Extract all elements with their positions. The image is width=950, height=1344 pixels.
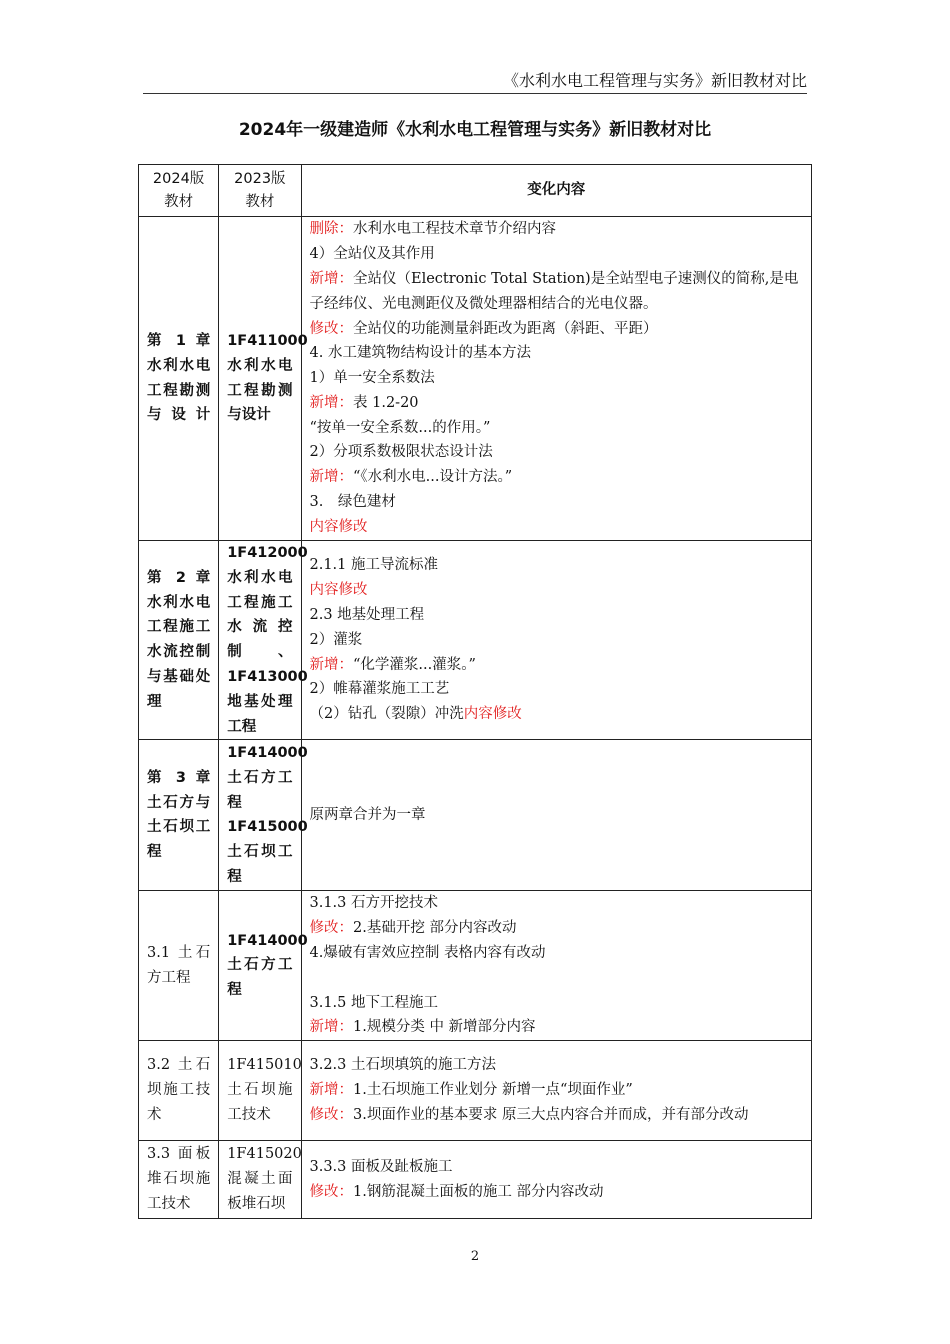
change-text: 3.1.3 石方开挖技术 [309,895,439,912]
cell-2024-edition: 3.2 土石坝施工技术 [139,1041,219,1141]
change-text: “《水利水电...设计方法。” [353,469,513,486]
change-line [310,1078,804,1103]
change-line [310,553,804,578]
change-line [310,1155,804,1180]
page-number: 2 [470,1249,480,1264]
table-body [139,217,812,1219]
change-text: 4. 水工建筑物结构设计的基本方法 [309,345,531,362]
change-text: 2）分项系数极限状态设计法 [309,444,493,461]
change-line [310,653,804,678]
cell-2023-edition: 1F414000 土石方工程 [219,891,301,1041]
change-line [310,391,804,416]
change-line [310,702,804,727]
change-line [310,341,804,366]
change-text: 3. 绿色建材 [309,494,396,511]
change-text: 2.基础开挖 部分内容改动 [353,920,517,937]
change-text: 2.1.1 施工导流标准 [309,557,439,574]
change-line [310,1103,804,1128]
change-text: 表 1.2-20 [353,394,419,411]
change-tag: 修改： [309,1183,353,1200]
change-line [310,1180,804,1205]
header-2024: 2024版教材 [139,165,219,217]
change-text: 3.坝面作业的基本要求 原三大点内容合并而成，并有部分改动 [353,1107,749,1124]
cell-2023-edition: 1F411000 水利水电工程勘测与设计 [219,217,301,541]
change-text: 1.土石坝施工作业划分 新增一点“坝面作业” [353,1082,633,1099]
change-text: 4.爆破有害效应控制 表格内容有改动 [309,944,546,961]
table-row [139,1141,812,1219]
change-tag: 新增： [309,270,353,287]
change-text: 3.3.3 面板及趾板施工 [309,1158,453,1175]
change-tag: 新增： [309,469,353,486]
change-text: 3.1.5 地下工程施工 [309,994,439,1011]
cell-2023-edition: 1F415020 混凝土面板堆石坝 [219,1141,301,1219]
change-line [310,1053,804,1078]
change-text: 2）帷幕灌浆施工工艺 [309,681,450,698]
change-tag: 修改： [309,1107,353,1124]
cell-2023-edition: 1F412000 水利水电工程施工水流控制、1F413000 地基处理工程 [219,541,301,740]
cell-2024-edition: 第 1 章水利水电工程勘测与设计 [139,217,219,541]
change-line [310,916,804,941]
change-text: 1.钢筋混凝土面板的施工 部分内容改动 [353,1183,604,1200]
cell-2023-edition: 1F414000 土石方工程 1F415000 土石坝工程 [219,740,301,891]
cell-changes [301,891,812,1041]
running-header: 《水利水电工程管理与实务》新旧教材对比 [502,71,807,90]
change-line [310,603,804,628]
change-text: 原两章合并为一章 [309,806,426,823]
change-line [310,217,804,242]
table-row [139,217,812,541]
change-line [310,267,804,317]
change-text: 2.3 地基处理工程 [309,606,425,623]
change-text: 全站仪（Electronic Total Station)是全站型电子速测仪的简称,是电子经纬仪、光电测距仪及微处理器相结合的光电仪器。 [309,270,799,312]
change-line [310,677,804,702]
change-text: 全站仪的功能测量斜距改为距离（斜距、平距） [353,320,658,337]
change-text: 1）单一安全系数法 [309,370,435,387]
content-modified-mark: 内容修改 [463,706,522,723]
header-2023: 2023版教材 [219,165,301,217]
change-line [310,366,804,391]
change-line [310,966,804,991]
change-text: “按单一安全系数...的作用。” [309,419,491,436]
change-tag: 新增： [309,656,353,673]
cell-changes [301,1041,812,1141]
change-text: 4）全站仪及其作用 [309,246,435,263]
cell-2024-edition: 第 2 章水利水电工程施工水流控制与基础处理 [139,541,219,740]
change-tag: 新增： [309,1082,353,1099]
change-line [310,1015,804,1040]
change-text: “化学灌浆...灌浆。” [353,656,476,673]
table-row [139,541,812,740]
cell-changes [301,1141,812,1219]
cell-2024-edition: 3.1 土石方工程 [139,891,219,1041]
change-line [310,891,804,916]
change-line [310,242,804,267]
table-row [139,1041,812,1141]
cell-2023-edition: 1F415010 土石坝施工技术 [219,1041,301,1141]
header-rule [143,93,807,94]
content-modified-mark: 内容修改 [309,582,368,599]
change-line [310,465,804,490]
cell-changes [301,740,812,891]
change-tag: 新增： [309,1019,353,1036]
change-line [310,578,804,603]
change-tag: 修改： [309,320,353,337]
change-tag: 新增： [309,394,353,411]
table-row [139,891,812,1041]
change-line [310,440,804,465]
change-line [310,490,804,515]
cell-changes [301,541,812,740]
change-line [310,416,804,441]
change-text: （2）钻孔（裂隙）冲洗 [309,706,464,723]
change-text: 1.规模分类 中 新增部分内容 [353,1019,536,1036]
change-line [310,515,804,540]
change-tag: 删除： [309,221,353,238]
cell-2024-edition: 第 3 章土石方与土石坝工程 [139,740,219,891]
change-line [310,317,804,342]
change-line [310,803,804,828]
table-row [139,740,812,891]
change-text: 3.2.3 土石坝填筑的施工方法 [309,1057,497,1074]
header-changes: 变化内容 [301,165,812,217]
change-line [310,991,804,1016]
change-line [310,628,804,653]
change-line [310,941,804,966]
comparison-table [138,164,812,1219]
change-text: 水利水电工程技术章节介绍内容 [353,221,556,238]
page-title: 2024年一级建造师《水利水电工程管理与实务》新旧教材对比 [238,120,712,140]
change-text: 2）灌浆 [309,631,363,648]
change-tag: 修改： [309,920,353,937]
cell-changes [301,217,812,541]
cell-2024-edition: 3.3 面板堆石坝施工技术 [139,1141,219,1219]
content-modified-mark: 内容修改 [309,518,368,535]
